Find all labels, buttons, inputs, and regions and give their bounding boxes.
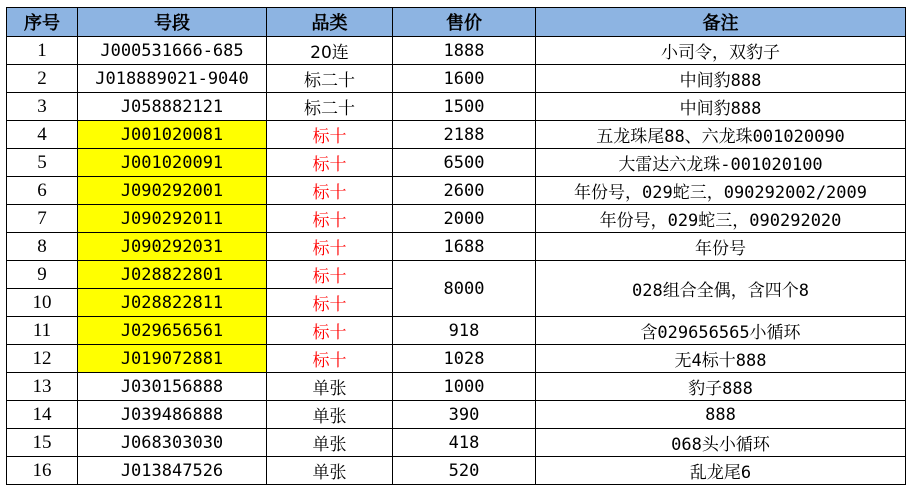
serial-number-cell: J028822811	[78, 289, 267, 317]
note-cell: 中间豹888	[536, 93, 906, 121]
serial-number-cell: J090292011	[78, 205, 267, 233]
row-index-cell: 4	[7, 121, 78, 149]
serial-number-cell: J039486888	[78, 401, 267, 429]
category-cell: 标十	[267, 233, 393, 261]
note-cell: 无4标十888	[536, 345, 906, 373]
serial-number-cell: J019072881	[78, 345, 267, 373]
category-cell: 标十	[267, 177, 393, 205]
price-cell: 2000	[393, 205, 536, 233]
table-row	[7, 233, 906, 261]
serial-number-cell: J090292001	[78, 177, 267, 205]
price-cell: 918	[393, 317, 536, 345]
serial-number-cell: J029656561	[78, 317, 267, 345]
note-cell: 中间豹888	[536, 65, 906, 93]
category-cell: 标十	[267, 317, 393, 345]
row-index-cell: 8	[7, 233, 78, 261]
table-row	[7, 65, 906, 93]
serial-number-cell: J013847526	[78, 457, 267, 485]
note-cell: 豹子888	[536, 373, 906, 401]
category-cell: 20连	[267, 37, 393, 65]
table-row	[7, 373, 906, 401]
serial-number-cell: J000531666-685	[78, 37, 267, 65]
row-index-cell: 14	[7, 401, 78, 429]
table-row	[7, 261, 906, 289]
table-row	[7, 317, 906, 345]
row-index-cell: 16	[7, 457, 78, 485]
table-row	[7, 205, 906, 233]
table-row	[7, 177, 906, 205]
note-cell: 大雷达六龙珠-001020100	[536, 149, 906, 177]
price-cell: 1000	[393, 373, 536, 401]
row-index-cell: 12	[7, 345, 78, 373]
table-body	[7, 37, 906, 485]
header-note: 备注	[536, 8, 906, 37]
category-cell: 单张	[267, 429, 393, 457]
price-cell: 1500	[393, 93, 536, 121]
note-cell: 含029656565小循环	[536, 317, 906, 345]
table-row	[7, 37, 906, 65]
row-index-cell: 6	[7, 177, 78, 205]
table-row	[7, 401, 906, 429]
note-cell: 乱龙尾6	[536, 457, 906, 485]
table-row	[7, 149, 906, 177]
category-cell: 标十	[267, 149, 393, 177]
category-cell: 标十	[267, 205, 393, 233]
row-index-cell: 5	[7, 149, 78, 177]
row-index-cell: 1	[7, 37, 78, 65]
category-cell: 标十	[267, 289, 393, 317]
table-row	[7, 429, 906, 457]
price-cell: 390	[393, 401, 536, 429]
listing-table	[6, 7, 906, 485]
row-index-cell: 9	[7, 261, 78, 289]
table-row	[7, 345, 906, 373]
category-cell: 单张	[267, 401, 393, 429]
price-cell: 6500	[393, 149, 536, 177]
price-cell: 8000	[393, 261, 536, 317]
category-cell: 标十	[267, 121, 393, 149]
price-cell: 520	[393, 457, 536, 485]
table-row	[7, 93, 906, 121]
row-index-cell: 3	[7, 93, 78, 121]
price-cell: 1028	[393, 345, 536, 373]
price-cell: 2600	[393, 177, 536, 205]
note-cell: 年份号，029蛇三，090292002/2009	[536, 177, 906, 205]
row-index-cell: 15	[7, 429, 78, 457]
header-index: 序号	[7, 8, 78, 37]
header-number: 号段	[78, 8, 267, 37]
row-index-cell: 11	[7, 317, 78, 345]
note-cell: 年份号，029蛇三，090292020	[536, 205, 906, 233]
price-cell: 1888	[393, 37, 536, 65]
price-cell: 2188	[393, 121, 536, 149]
row-index-cell: 10	[7, 289, 78, 317]
note-cell: 年份号	[536, 233, 906, 261]
serial-number-cell: J018889021-9040	[78, 65, 267, 93]
category-cell: 标二十	[267, 65, 393, 93]
note-cell: 小司令，双豹子	[536, 37, 906, 65]
serial-number-cell: J030156888	[78, 373, 267, 401]
row-index-cell: 7	[7, 205, 78, 233]
serial-number-cell: J090292031	[78, 233, 267, 261]
serial-number-cell: J001020091	[78, 149, 267, 177]
category-cell: 标十	[267, 261, 393, 289]
note-cell: 五龙珠尾88、六龙珠001020090	[536, 121, 906, 149]
table-row	[7, 121, 906, 149]
category-cell: 单张	[267, 457, 393, 485]
serial-number-cell: J001020081	[78, 121, 267, 149]
serial-number-cell: J058882121	[78, 93, 267, 121]
price-cell: 418	[393, 429, 536, 457]
price-cell: 1600	[393, 65, 536, 93]
header-price: 售价	[393, 8, 536, 37]
serial-number-cell: J028822801	[78, 261, 267, 289]
category-cell: 单张	[267, 373, 393, 401]
price-cell: 1688	[393, 233, 536, 261]
category-cell: 标二十	[267, 93, 393, 121]
header-category: 品类	[267, 8, 393, 37]
serial-number-cell: J068303030	[78, 429, 267, 457]
row-index-cell: 13	[7, 373, 78, 401]
table-row	[7, 457, 906, 485]
category-cell: 标十	[267, 345, 393, 373]
header-row	[7, 8, 906, 37]
note-cell: 888	[536, 401, 906, 429]
note-cell: 028组合全偶，含四个8	[536, 261, 906, 317]
row-index-cell: 2	[7, 65, 78, 93]
note-cell: 068头小循环	[536, 429, 906, 457]
